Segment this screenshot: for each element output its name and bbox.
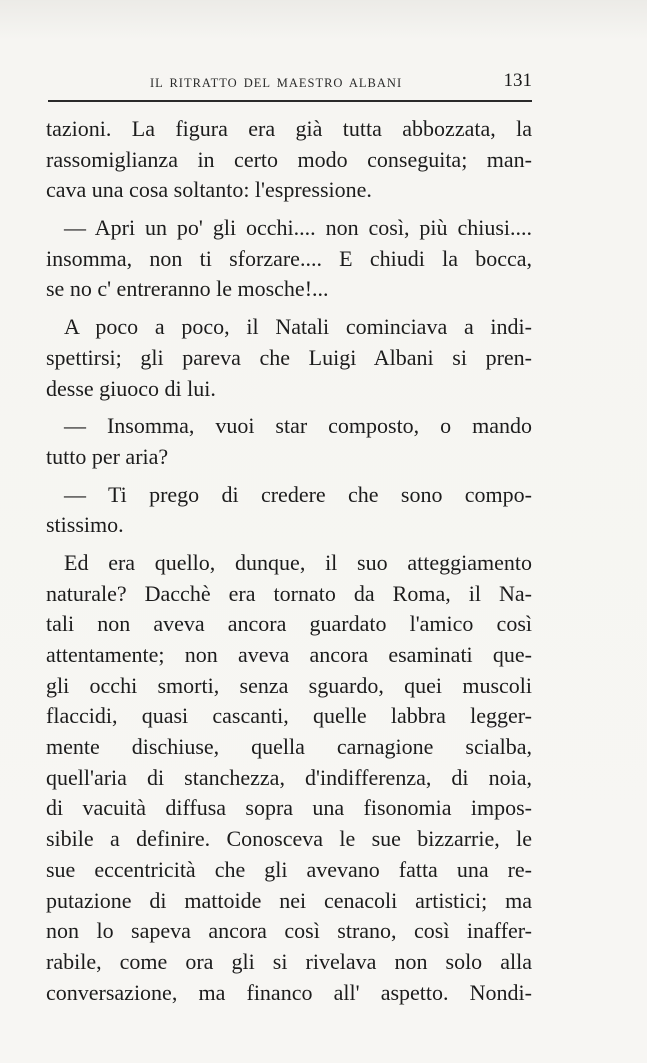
text-line: flaccidi, quasi cascanti, quelle labbra legger- (46, 703, 532, 729)
text-line: sibile a definire. Conosceva le sue bizzarrie, le (46, 826, 532, 852)
text-line: — Apri un po' gli occhi.... non così, più chiusi.... (64, 215, 532, 241)
text-line: se no c' entreranno le mosche!... (46, 276, 329, 302)
body-text (46, 114, 532, 1008)
running-title: IL RITRATTO DEL MAESTRO ALBANI (150, 76, 403, 90)
text-line: tali non aveva ancora guardato l'amico così (46, 611, 532, 637)
page-number: 131 (503, 70, 532, 91)
text-line: attentamente; non aveva ancora esaminati que- (46, 642, 532, 667)
text-line: A poco a poco, il Natali cominciava a indi- (64, 314, 532, 340)
header-rule (48, 100, 532, 102)
text-line: non lo sapeva ancora così strano, così inaffer- (46, 918, 532, 944)
text-line: sue eccentricità che gli avevano fatta una re- (46, 856, 532, 882)
text-line: naturale? Dacchè era tornato da Roma, il Na- (46, 580, 532, 606)
text-line: quell'aria di stanchezza, d'indifferenza, di noia, (46, 764, 532, 790)
text-line: stissimo. (46, 512, 124, 538)
text-line: desse giuoco di lui. (46, 375, 216, 401)
text-line: conversazione, ma financo all' aspetto. Nondi- (46, 979, 532, 1005)
text-line: gli occhi smorti, senza sguardo, quei muscoli (46, 672, 532, 698)
text-line: — Ti prego di credere che sono compo- (64, 481, 532, 507)
text-line: putazione di mattoide nei cenacoli artistici; ma (46, 887, 532, 913)
text-line: cava una cosa soltanto: l'espressione. (46, 177, 372, 203)
text-line: — Insomma, vuoi star composto, o mando (64, 413, 532, 439)
text-line: rabile, come ora gli si rivelava non solo alla (46, 948, 532, 974)
text-line: insomma, non ti sforzare.... E chiudi la bocca, (46, 245, 532, 271)
text-line: di vacuità diffusa sopra una fisonomia impos- (46, 795, 532, 821)
text-line: Ed era quello, dunque, il suo atteggiamento (64, 549, 532, 575)
text-line: rassomiglianza in certo modo conseguita; man- (46, 146, 532, 172)
text-line: tutto per aria? (46, 443, 169, 469)
page-header (48, 70, 532, 96)
text-line: spettirsi; gli pareva che Luigi Albani si pren- (46, 344, 532, 370)
text-line: tazioni. La figura era già tutta abbozzata, la (46, 116, 532, 141)
text-line: mente dischiuse, quella carnagione scialba, (46, 734, 532, 760)
